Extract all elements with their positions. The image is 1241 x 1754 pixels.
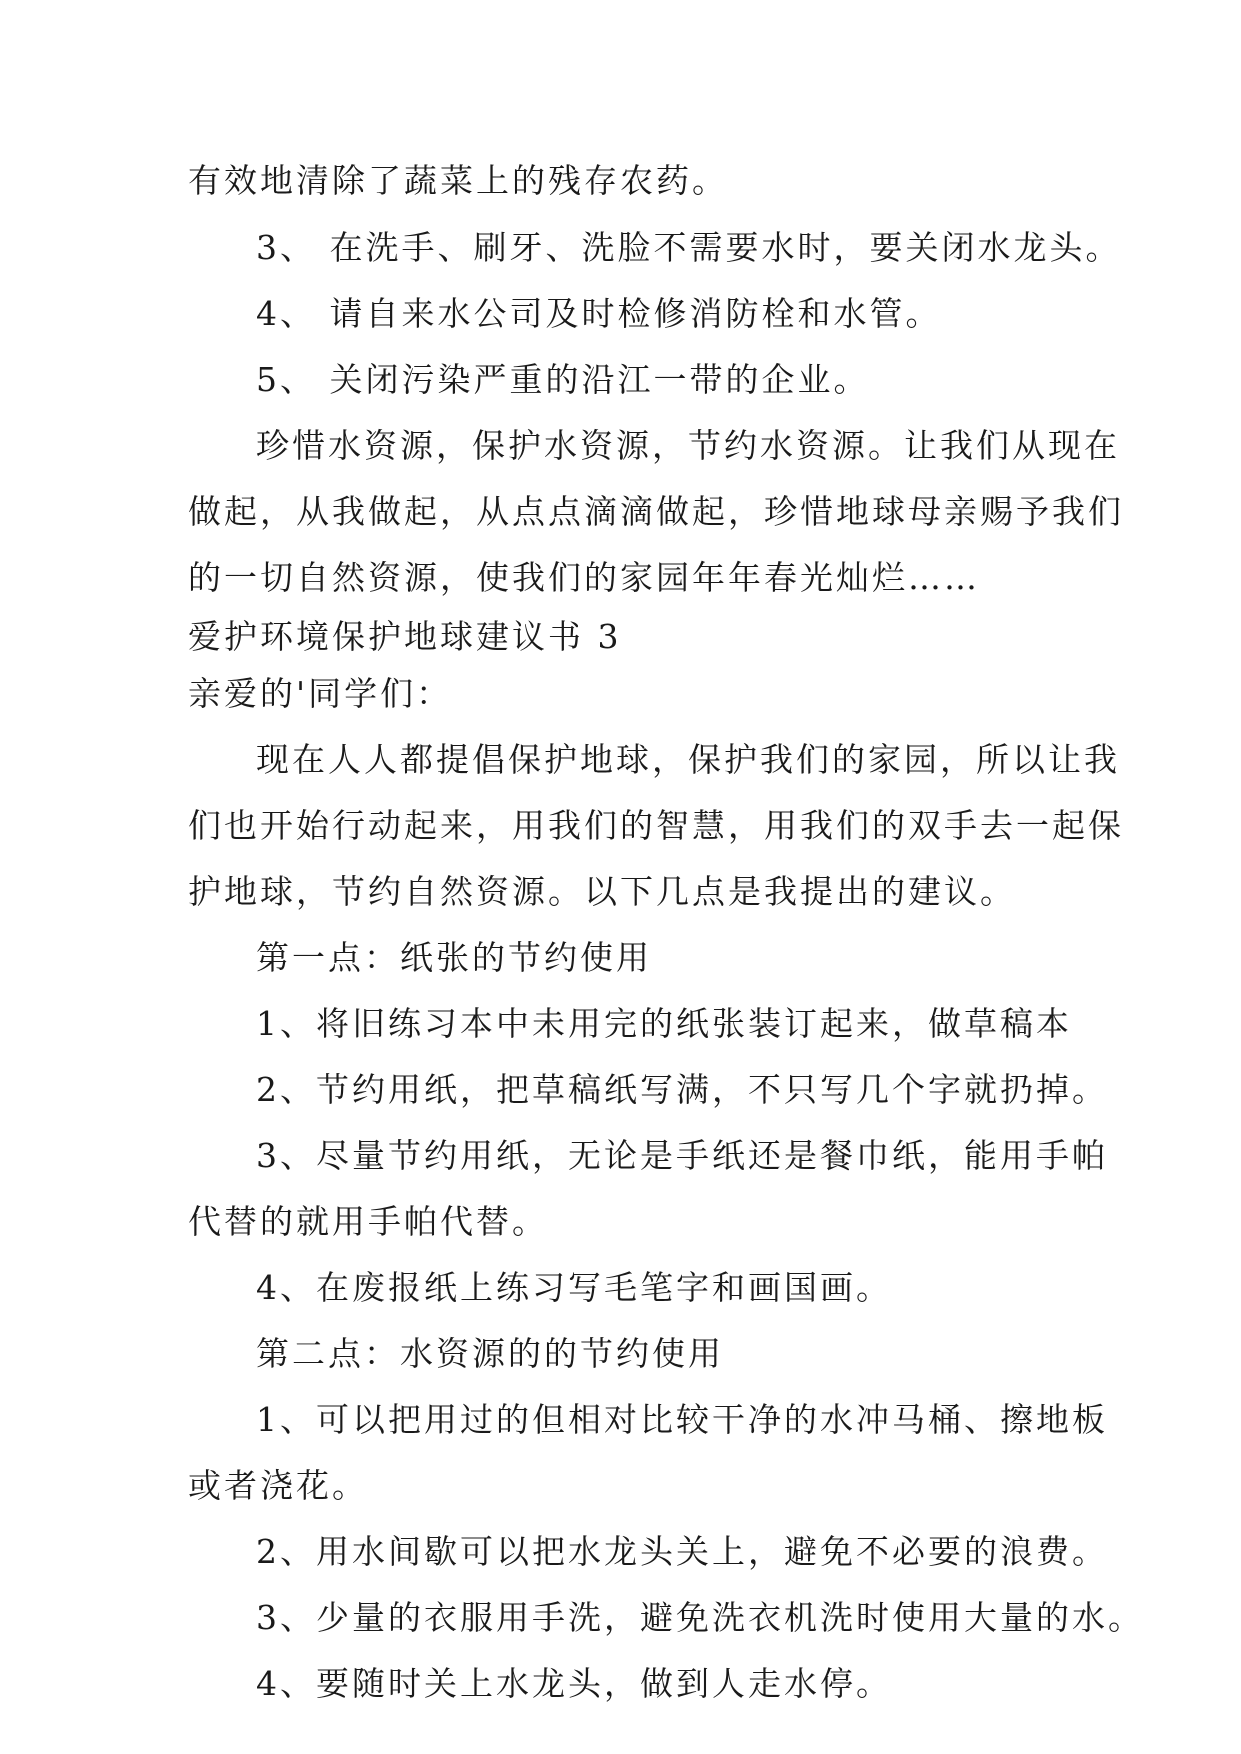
list-item: 4、 请自来水公司及时检修消防栓和水管。 [256,294,942,333]
list-item: 2、节约用纸，把草稿纸写满，不只写几个字就扔掉。 [256,1070,1108,1109]
subheading: 第二点：水资源的的节约使用 [256,1334,724,1373]
paragraph-line: 们也开始行动起来，用我们的智慧，用我们的双手去一起保 [188,806,1124,845]
list-item: 3、少量的衣服用手洗，避免洗衣机洗时使用大量的水。 [256,1598,1144,1637]
list-item: 4、在废报纸上练习写毛笔字和画国画。 [256,1268,892,1307]
paragraph-line: 护地球，节约自然资源。以下几点是我提出的建议。 [188,872,1016,911]
list-item: 5、 关闭污染严重的沿江一带的企业。 [256,360,870,399]
list-item: 4、要随时关上水龙头，做到人走水停。 [256,1664,892,1703]
list-item: 3、尽量节约用纸，无论是手纸还是餐巾纸，能用手帕 [256,1136,1108,1175]
paragraph-line: 的一切自然资源，使我们的家园年年春光灿烂…… [188,558,980,597]
paragraph-line: 珍惜水资源，保护水资源，节约水资源。让我们从现在 [256,426,1120,465]
list-item: 1、将旧练习本中未用完的纸张装订起来，做草稿本 [256,1004,1072,1043]
body-line: 有效地清除了蔬菜上的残存农药。 [188,161,728,200]
list-item-continuation: 或者浇花。 [188,1466,368,1505]
salutation: 亲爱的'同学们： [188,674,453,713]
section-title: 爱护环境保护地球建议书 3 [188,617,622,656]
list-item-continuation: 代替的就用手帕代替。 [188,1202,548,1241]
list-item: 2、用水间歇可以把水龙头关上，避免不必要的浪费。 [256,1532,1108,1571]
paragraph-line: 做起，从我做起，从点点滴滴做起，珍惜地球母亲赐予我们 [188,492,1124,531]
list-item: 1、可以把用过的但相对比较干净的水冲马桶、擦地板 [256,1400,1108,1439]
subheading: 第一点：纸张的节约使用 [256,938,652,977]
paragraph-line: 现在人人都提倡保护地球，保护我们的家园，所以让我 [256,740,1120,779]
list-item: 3、 在洗手、刷牙、洗脸不需要水时，要关闭水龙头。 [256,228,1122,267]
